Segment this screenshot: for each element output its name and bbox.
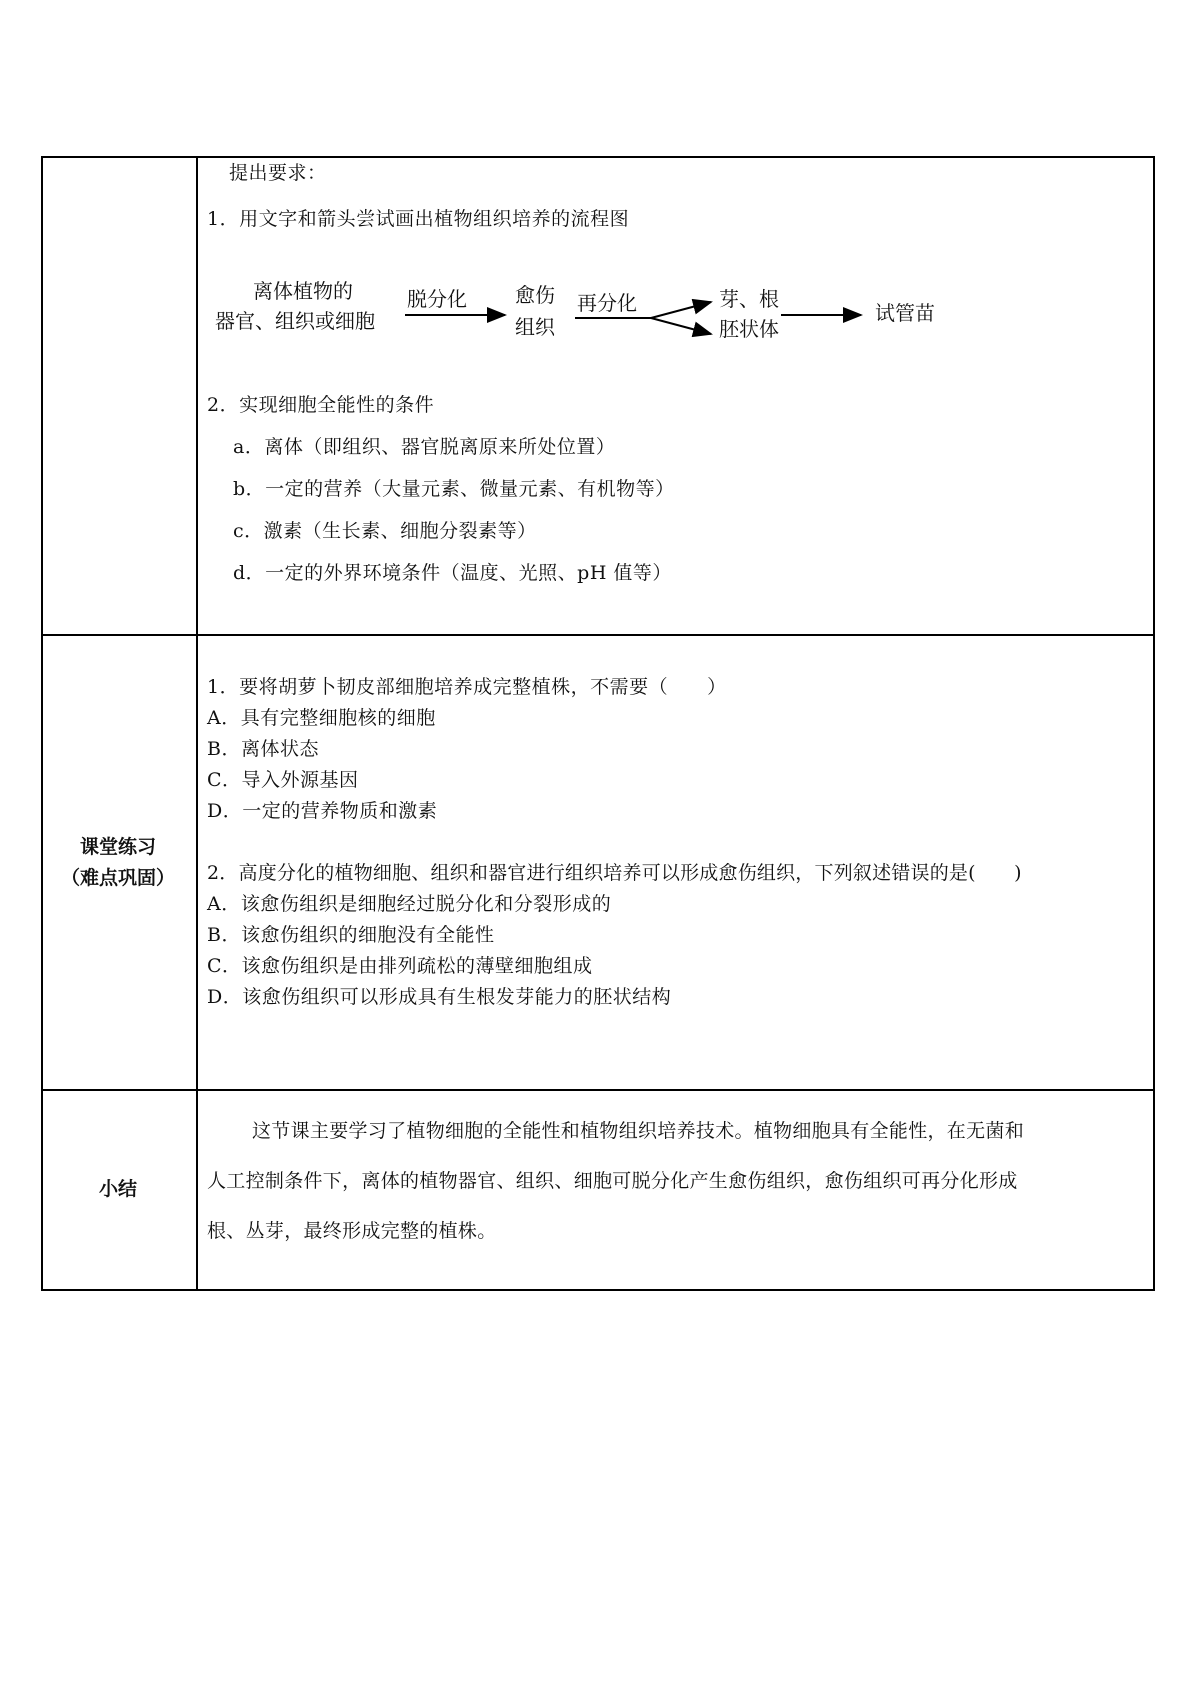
- flow-branch-buds-roots: 芽、根: [719, 287, 779, 311]
- question2-stem: 2．高度分化的植物细胞、组织和器官进行组织培养可以形成愈伤组织，下列叙述错误的是( ): [207, 862, 1022, 884]
- question2-option-c: C．该愈伤组织是由排列疏松的薄壁细胞组成: [207, 955, 593, 977]
- condition-c: c．激素（生长素、细胞分裂素等）: [233, 520, 537, 542]
- requirements-intro: 提出要求：: [229, 162, 327, 184]
- table-top-border: [41, 156, 1155, 158]
- tissue-culture-flowchart: [211, 274, 991, 374]
- question2-option-b: B．该愈伤组织的细胞没有全能性: [207, 924, 495, 946]
- question1-option-b: B．离体状态: [207, 738, 319, 760]
- condition-a: a．离体（即组织、器官脱离原来所处位置）: [233, 436, 616, 458]
- flow-dedifferentiation-label: 脱分化: [407, 287, 467, 311]
- question1-option-d: D．一定的营养物质和激素: [207, 800, 438, 822]
- condition-d: d．一定的外界环境条件（温度、光照、pH 值等）: [233, 562, 672, 584]
- flow-callus-line2: 组织: [515, 315, 555, 339]
- flow-branch-embryoid: 胚状体: [719, 317, 779, 341]
- flow-redifferentiation-label: 再分化: [577, 291, 637, 315]
- table-right-border: [1153, 156, 1155, 1291]
- flow-result-plantlet: 试管苗: [875, 301, 935, 325]
- arrow-to-buds-roots: [651, 302, 711, 318]
- summary-line-2: 人工控制条件下，离体的植物器官、组织、细胞可脱分化产生愈伤组织，愈伤组织可再分化形成: [207, 1170, 1018, 1192]
- flow-source-line2: 器官、组织或细胞: [215, 309, 375, 333]
- row-divider-1: [41, 634, 1155, 636]
- arrow-to-embryoid: [651, 318, 711, 334]
- item-flowchart-task: 1．用文字和箭头尝试画出植物组织培养的流程图: [207, 208, 630, 230]
- question1-option-c: C．导入外源基因: [207, 769, 359, 791]
- question1-stem: 1．要将胡萝卜韧皮部细胞培养成完整植株，不需要（ ）: [207, 676, 727, 698]
- column-divider: [196, 156, 198, 1291]
- table-left-border: [41, 156, 43, 1291]
- flow-callus-line1: 愈伤: [515, 283, 555, 307]
- summary-line-3: 根、丛芽，最终形成完整的植株。: [207, 1220, 497, 1242]
- question2-option-a: A．该愈伤组织是细胞经过脱分化和分裂形成的: [207, 893, 612, 915]
- table-bottom-border: [41, 1289, 1155, 1291]
- lesson-table: [41, 156, 1155, 1291]
- question1-option-a: A．具有完整细胞核的细胞: [207, 707, 436, 729]
- flowchart-arrows: [211, 274, 991, 374]
- flow-source-line1: 离体植物的: [253, 279, 353, 303]
- practice-label-line1: 课堂练习: [79, 836, 156, 858]
- summary-label: 小结: [98, 1178, 137, 1200]
- row-divider-2: [41, 1089, 1155, 1091]
- item-totipotency-conditions: 2．实现细胞全能性的条件: [207, 394, 435, 416]
- question2-option-d: D．该愈伤组织可以形成具有生根发芽能力的胚状结构: [207, 986, 672, 1008]
- practice-label-line2: （难点巩固）: [60, 867, 175, 889]
- summary-line-1: 这节课主要学习了植物细胞的全能性和植物组织培养技术。植物细胞具有全能性，在无菌和: [252, 1120, 1025, 1142]
- condition-b: b．一定的营养（大量元素、微量元素、有机物等）: [233, 478, 675, 500]
